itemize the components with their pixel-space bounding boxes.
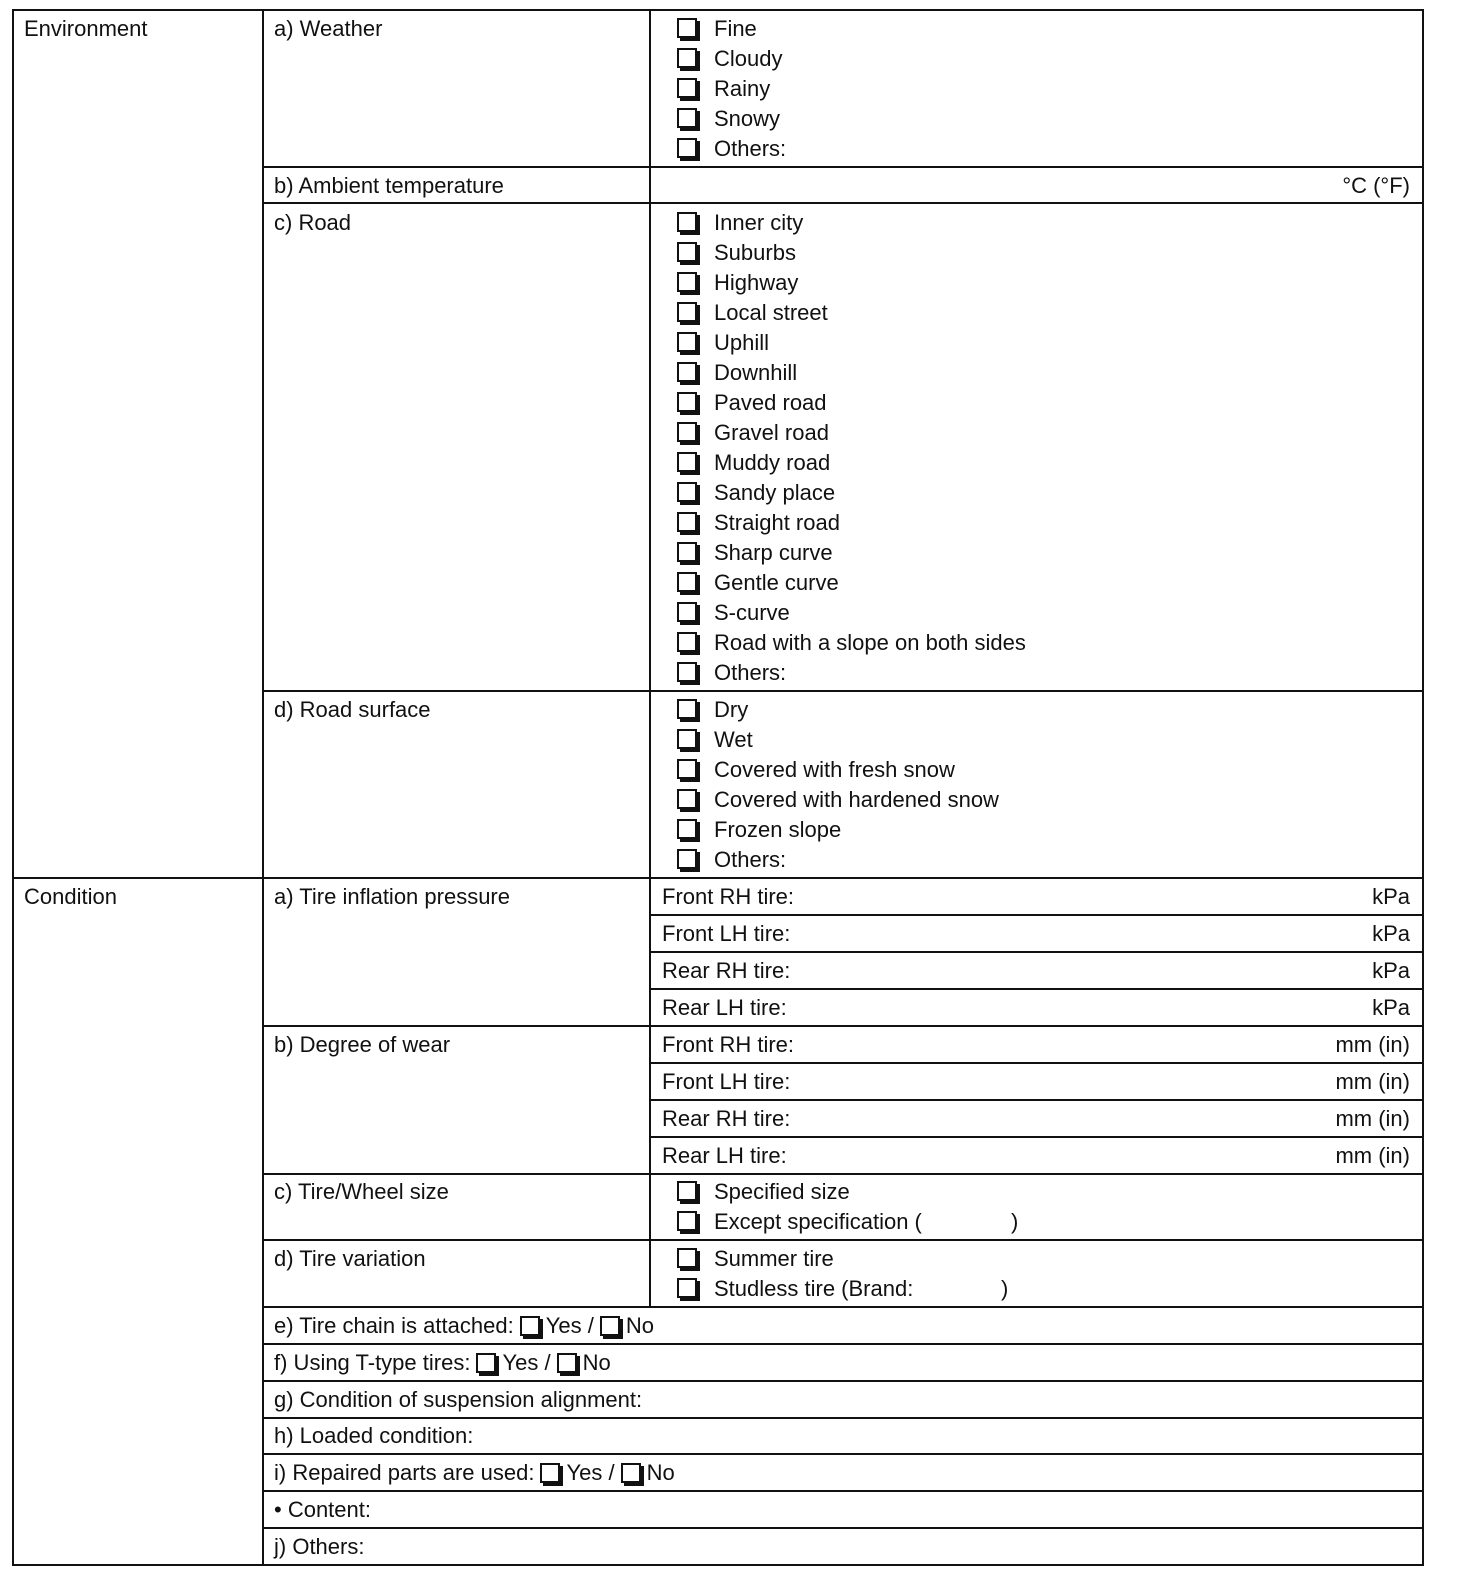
table-left-border <box>12 9 14 1566</box>
row-divider-wheel-size <box>262 1239 1424 1241</box>
checkbox[interactable] <box>677 572 697 592</box>
row-divider-variation <box>262 1306 1424 1308</box>
checkbox[interactable] <box>677 1211 697 1231</box>
checkbox[interactable] <box>677 138 697 158</box>
row-divider-suspension <box>262 1417 1424 1419</box>
category-column-divider <box>262 9 264 1566</box>
wheel-size-close-paren: ) <box>1011 1209 1019 1234</box>
row-divider-content <box>262 1527 1424 1529</box>
checkbox[interactable] <box>677 1181 697 1201</box>
row-divider-road <box>262 690 1424 692</box>
tire-chain-no-checkbox[interactable] <box>600 1316 620 1336</box>
row-divider-loaded <box>262 1453 1424 1455</box>
checkbox[interactable] <box>677 18 697 38</box>
inflation-rear-rh-label: Rear RH tire: <box>662 958 791 983</box>
checkbox[interactable] <box>677 108 697 128</box>
checkbox[interactable] <box>677 789 697 809</box>
checkbox[interactable] <box>677 392 697 412</box>
checkbox[interactable] <box>677 1278 697 1298</box>
checkbox[interactable] <box>677 662 697 682</box>
checkbox[interactable] <box>677 602 697 622</box>
tire-variation-close-paren: ) <box>1001 1276 1009 1301</box>
subrow-divider <box>649 951 1424 953</box>
checkbox[interactable] <box>677 302 697 322</box>
checkbox[interactable] <box>677 542 697 562</box>
table-top-border <box>12 9 1424 11</box>
inflation-front-rh-unit[interactable]: kPa <box>1372 884 1410 909</box>
content-label: • Content: <box>274 1497 371 1522</box>
checkbox[interactable] <box>677 332 697 352</box>
subrow-divider <box>649 1099 1424 1101</box>
inflation-front-rh-label: Front RH tire: <box>662 884 795 909</box>
road-label: c) Road <box>274 210 352 235</box>
checkbox[interactable] <box>677 272 697 292</box>
inflation-rear-lh-unit[interactable]: kPa <box>1372 995 1410 1020</box>
row-divider-inflation <box>262 1025 1424 1027</box>
road-surface-label: d) Road surface <box>274 697 431 722</box>
subrow-divider <box>649 1062 1424 1064</box>
checkbox[interactable] <box>677 482 697 502</box>
checkbox[interactable] <box>677 212 697 232</box>
t-type-yes-checkbox[interactable] <box>476 1353 496 1373</box>
t-type-row <box>274 1348 611 1378</box>
table-bottom-border <box>12 1564 1424 1566</box>
inflation-rear-rh-unit[interactable]: kPa <box>1372 958 1410 983</box>
checkbox[interactable] <box>677 48 697 68</box>
tire-wheel-size-label: c) Tire/Wheel size <box>274 1179 449 1204</box>
wear-front-rh-unit[interactable]: mm (in) <box>1335 1032 1410 1057</box>
repaired-parts-no-checkbox[interactable] <box>621 1463 641 1483</box>
wear-rear-lh-unit[interactable]: mm (in) <box>1335 1143 1410 1168</box>
row-divider-repaired <box>262 1490 1424 1492</box>
condition-label: Condition <box>24 884 117 909</box>
inflation-rear-lh-label: Rear LH tire: <box>662 995 787 1020</box>
subrow-divider <box>649 1136 1424 1138</box>
wear-front-lh-label: Front LH tire: <box>662 1069 791 1094</box>
tire-chain-yes-label: Yes / <box>545 1313 594 1338</box>
checkbox[interactable] <box>677 819 697 839</box>
item-column-divider-env <box>649 9 651 879</box>
row-divider-temperature <box>262 202 1424 204</box>
wear-front-rh-label: Front RH tire: <box>662 1032 795 1057</box>
checkbox[interactable] <box>677 512 697 532</box>
wear-rear-rh-unit[interactable]: mm (in) <box>1335 1106 1410 1131</box>
row-divider-wear <box>262 1173 1424 1175</box>
row-divider-weather <box>262 166 1424 168</box>
checkbox[interactable] <box>677 78 697 98</box>
suspension-alignment-label: g) Condition of suspension alignment: <box>274 1387 643 1412</box>
checkbox[interactable] <box>677 632 697 652</box>
repaired-parts-row <box>274 1458 675 1488</box>
repaired-parts-yes-checkbox[interactable] <box>540 1463 560 1483</box>
checkbox[interactable] <box>677 242 697 262</box>
weather-label: a) Weather <box>274 16 383 41</box>
repaired-parts-yes-label: Yes / <box>566 1460 615 1485</box>
row-divider-chain <box>262 1343 1424 1345</box>
others-label: j) Others: <box>274 1534 365 1559</box>
item-column-divider-cond <box>649 877 651 1308</box>
tire-chain-row <box>274 1311 654 1341</box>
wear-front-lh-unit[interactable]: mm (in) <box>1335 1069 1410 1094</box>
table-right-border <box>1422 9 1424 1566</box>
checkbox[interactable] <box>677 422 697 442</box>
t-type-no-checkbox[interactable] <box>557 1353 577 1373</box>
environment-label: Environment <box>24 16 148 41</box>
ambient-temperature-label: b) Ambient temperature <box>274 173 504 198</box>
subrow-divider <box>649 914 1424 916</box>
ambient-temperature-unit[interactable]: °C (°F) <box>1342 173 1410 198</box>
repaired-parts-no-label: No <box>646 1460 675 1485</box>
wear-rear-lh-label: Rear LH tire: <box>662 1143 787 1168</box>
checkbox[interactable] <box>677 759 697 779</box>
checkbox[interactable] <box>677 452 697 472</box>
tire-chain-label: e) Tire chain is attached: <box>274 1313 514 1338</box>
t-type-no-label: No <box>582 1350 611 1375</box>
section-divider-condition <box>12 877 1424 879</box>
tire-inflation-label: a) Tire inflation pressure <box>274 884 510 909</box>
tire-variation-label: d) Tire variation <box>274 1246 426 1271</box>
checkbox[interactable] <box>677 729 697 749</box>
subrow-divider <box>649 988 1424 990</box>
t-type-label: f) Using T-type tires: <box>274 1350 471 1375</box>
inflation-front-lh-label: Front LH tire: <box>662 921 791 946</box>
tire-chain-no-label: No <box>625 1313 654 1338</box>
row-divider-t-type <box>262 1380 1424 1382</box>
checkbox[interactable] <box>677 699 697 719</box>
repaired-parts-label: i) Repaired parts are used: <box>274 1460 535 1485</box>
t-type-yes-label: Yes / <box>502 1350 551 1375</box>
checkbox[interactable] <box>677 849 697 869</box>
tire-chain-yes-checkbox[interactable] <box>520 1316 540 1336</box>
wear-rear-rh-label: Rear RH tire: <box>662 1106 791 1131</box>
degree-of-wear-label: b) Degree of wear <box>274 1032 451 1057</box>
checkbox[interactable] <box>677 1248 697 1268</box>
loaded-condition-label: h) Loaded condition: <box>274 1423 474 1448</box>
inflation-front-lh-unit[interactable]: kPa <box>1372 921 1410 946</box>
checkbox[interactable] <box>677 362 697 382</box>
